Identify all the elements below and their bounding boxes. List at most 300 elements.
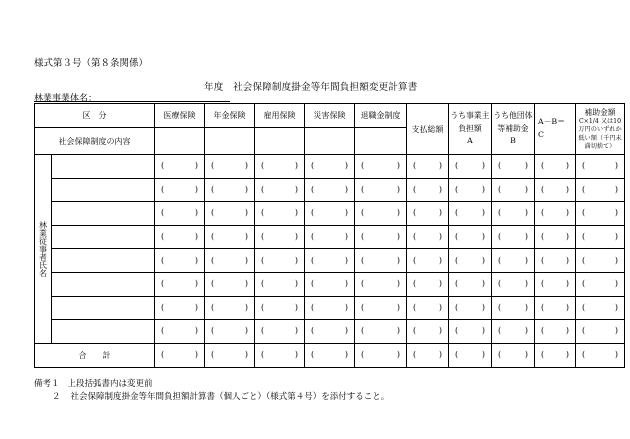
- paren-open: (: [498, 161, 502, 171]
- content-cell: [255, 128, 305, 155]
- paren-open: (: [455, 326, 459, 336]
- paren-close: ): [396, 255, 400, 265]
- amount-cell: [407, 202, 449, 226]
- amount-cell: [205, 202, 255, 226]
- paren-open: (: [261, 279, 265, 289]
- amount-cell: [576, 178, 625, 202]
- paren-close: ): [194, 326, 198, 336]
- paren-open: (: [311, 161, 315, 171]
- paren-close: ): [194, 161, 198, 171]
- paren-close: ): [614, 326, 618, 336]
- paren-close: ): [294, 184, 298, 194]
- worker-row: [35, 272, 625, 296]
- paren-close: ): [396, 326, 400, 336]
- paren-open: (: [455, 184, 459, 194]
- paren-open: (: [413, 208, 417, 218]
- paren-close: ): [344, 326, 348, 336]
- paren-open: (: [582, 326, 586, 336]
- amount-cell: [355, 155, 407, 179]
- amount-cell: [205, 343, 255, 367]
- worker-row: [35, 296, 625, 320]
- note-2-text: 社会保障制度掛金等年間負担額計算書（個人ごと）（様式第４号）を添付すること。: [70, 392, 390, 402]
- paren-close: ): [565, 208, 569, 218]
- amount-cell: [255, 272, 305, 296]
- amount-cell: [305, 202, 355, 226]
- paren-close: ): [194, 232, 198, 242]
- paren-open: (: [211, 350, 215, 360]
- paren-close: ): [481, 161, 485, 171]
- paren-open: (: [311, 326, 315, 336]
- paren-close: ): [438, 350, 442, 360]
- amount-cell: [205, 249, 255, 273]
- paren-open: (: [413, 184, 417, 194]
- paren-close: ): [481, 208, 485, 218]
- amount-cell: [155, 178, 205, 202]
- paren-open: (: [311, 208, 315, 218]
- header-subsidy: [576, 104, 625, 155]
- header-total-paid: 支払総額: [407, 104, 449, 155]
- paren-open: (: [211, 255, 215, 265]
- paren-close: ): [396, 350, 400, 360]
- amount-cell: [407, 343, 449, 367]
- paren-open: (: [261, 255, 265, 265]
- paren-close: ): [194, 208, 198, 218]
- worker-row: [35, 249, 625, 273]
- paren-open: (: [582, 255, 586, 265]
- amount-cell: [449, 178, 492, 202]
- amount-cell: [305, 320, 355, 344]
- amount-cell: [535, 225, 576, 249]
- amount-cell: [535, 155, 576, 179]
- worker-row: [35, 320, 625, 344]
- paren-close: ): [481, 350, 485, 360]
- paren-close: ): [438, 232, 442, 242]
- paren-open: (: [455, 302, 459, 312]
- other-aid-line-2: 等補助金: [497, 123, 529, 133]
- paren-close: ): [481, 279, 485, 289]
- paren-open: (: [455, 161, 459, 171]
- paren-open: (: [498, 208, 502, 218]
- worker-row: [35, 155, 625, 179]
- content-cell: [155, 128, 205, 155]
- amount-cell: [155, 155, 205, 179]
- amount-cell: [576, 272, 625, 296]
- paren-open: (: [161, 208, 165, 218]
- paren-open: (: [498, 279, 502, 289]
- paren-open: (: [498, 302, 502, 312]
- header-kubun: 区 分: [35, 104, 155, 128]
- paren-close: ): [344, 161, 348, 171]
- amount-cell: [305, 343, 355, 367]
- amount-cell: [355, 296, 407, 320]
- paren-close: ): [344, 208, 348, 218]
- paren-open: (: [361, 208, 365, 218]
- amount-cell: [576, 296, 625, 320]
- paren-open: (: [261, 302, 265, 312]
- paren-close: ): [565, 184, 569, 194]
- amount-cell: [407, 296, 449, 320]
- paren-open: (: [413, 350, 417, 360]
- paren-open: (: [361, 302, 365, 312]
- amount-cell: [407, 249, 449, 273]
- subsidy-note-4: 満切捨て）: [584, 142, 616, 150]
- amount-cell: [355, 202, 407, 226]
- paren-open: (: [161, 326, 165, 336]
- form-number: 様式第３号（第８条関係）: [34, 58, 149, 69]
- owner-share-line-2: 負担額: [458, 123, 482, 133]
- paren-close: ): [481, 184, 485, 194]
- paren-open: (: [311, 184, 315, 194]
- paren-open: (: [161, 255, 165, 265]
- paren-close: ): [396, 161, 400, 171]
- paren-close: ): [438, 279, 442, 289]
- amount-cell: [492, 320, 535, 344]
- worker-name-cell: [52, 225, 155, 249]
- paren-open: (: [161, 279, 165, 289]
- paren-close: ): [244, 161, 248, 171]
- paren-open: (: [455, 279, 459, 289]
- paren-open: (: [311, 255, 315, 265]
- worker-name-cell: [52, 178, 155, 202]
- paren-close: ): [244, 350, 248, 360]
- paren-open: (: [361, 350, 365, 360]
- amount-cell: [255, 343, 305, 367]
- paren-close: ): [565, 279, 569, 289]
- paren-close: ): [344, 279, 348, 289]
- amount-cell: [355, 343, 407, 367]
- paren-close: ): [565, 350, 569, 360]
- amount-cell: [535, 296, 576, 320]
- header-pension: 年金保険: [205, 104, 255, 128]
- paren-open: (: [455, 208, 459, 218]
- paren-close: ): [481, 232, 485, 242]
- amount-cell: [205, 272, 255, 296]
- amount-cell: [155, 225, 205, 249]
- paren-close: ): [524, 302, 528, 312]
- document-title: 年度 社会保障制度掛金等年間負担額変更計算書: [204, 82, 418, 93]
- business-name-label: 林業事業体名：: [34, 94, 98, 104]
- amount-cell: [255, 225, 305, 249]
- amount-cell: [492, 296, 535, 320]
- amount-cell: [492, 225, 535, 249]
- a-minus-b-line-1: A－B＝: [538, 117, 565, 127]
- worker-name-cell: [52, 202, 155, 226]
- paren-close: ): [294, 302, 298, 312]
- subsidy-note-3: 低い額（千円未: [578, 134, 622, 142]
- paren-close: ): [396, 279, 400, 289]
- paren-close: ): [344, 232, 348, 242]
- amount-cell: [205, 178, 255, 202]
- paren-close: ): [438, 208, 442, 218]
- amount-cell: [407, 178, 449, 202]
- header-a-minus-b: [535, 104, 576, 155]
- paren-open: (: [541, 255, 545, 265]
- paren-close: ): [614, 350, 618, 360]
- amount-cell: [355, 249, 407, 273]
- worker-name-cell: [52, 320, 155, 344]
- paren-open: (: [161, 302, 165, 312]
- paren-close: ): [294, 232, 298, 242]
- amount-cell: [492, 249, 535, 273]
- paren-open: (: [582, 184, 586, 194]
- paren-open: (: [413, 255, 417, 265]
- amount-cell: [155, 296, 205, 320]
- amount-cell: [407, 225, 449, 249]
- header-other-aid: [492, 104, 535, 155]
- amount-cell: [305, 296, 355, 320]
- paren-open: (: [211, 279, 215, 289]
- amount-cell: [255, 178, 305, 202]
- paren-close: ): [524, 184, 528, 194]
- header-employment: 雇用保険: [255, 104, 305, 128]
- amount-cell: [576, 343, 625, 367]
- paren-open: (: [161, 350, 165, 360]
- paren-close: ): [194, 184, 198, 194]
- amount-cell: [576, 202, 625, 226]
- paren-open: (: [211, 208, 215, 218]
- paren-close: ): [194, 350, 198, 360]
- amount-cell: [535, 320, 576, 344]
- amount-cell: [407, 272, 449, 296]
- amount-cell: [535, 249, 576, 273]
- paren-open: (: [311, 302, 315, 312]
- paren-close: ): [244, 279, 248, 289]
- paren-close: ): [524, 208, 528, 218]
- amount-cell: [205, 155, 255, 179]
- paren-open: (: [211, 184, 215, 194]
- paren-close: ): [438, 184, 442, 194]
- amount-cell: [305, 225, 355, 249]
- calculation-table: [34, 103, 625, 368]
- paren-open: (: [261, 161, 265, 171]
- paren-open: (: [361, 184, 365, 194]
- worker-label-cell: [35, 155, 52, 344]
- paren-close: ): [396, 208, 400, 218]
- amount-cell: [449, 296, 492, 320]
- paren-open: (: [261, 208, 265, 218]
- note-1: [34, 377, 153, 389]
- note-2-number: ２: [52, 392, 61, 402]
- paren-open: (: [498, 350, 502, 360]
- paren-close: ): [614, 279, 618, 289]
- paren-close: ): [294, 279, 298, 289]
- owner-share-line-3: A: [467, 136, 473, 146]
- subsidy-title: 補助金額: [584, 107, 616, 117]
- worker-name-cell: [52, 155, 155, 179]
- paren-open: (: [413, 279, 417, 289]
- amount-cell: [355, 272, 407, 296]
- amount-cell: [492, 272, 535, 296]
- paren-close: ): [244, 232, 248, 242]
- owner-share-line-1: うち事業主: [450, 110, 490, 120]
- paren-open: (: [311, 279, 315, 289]
- paren-close: ): [344, 350, 348, 360]
- paren-close: ): [438, 326, 442, 336]
- subsidy-note-1: C×1/4 又は10: [578, 117, 622, 125]
- note-2: [52, 390, 389, 402]
- other-aid-line-1: うち他団体: [493, 110, 533, 120]
- paren-close: ): [194, 255, 198, 265]
- paren-close: ): [294, 326, 298, 336]
- note-1-label: 備考１: [34, 379, 60, 389]
- paren-close: ): [294, 350, 298, 360]
- paren-close: ): [244, 326, 248, 336]
- paren-open: (: [541, 350, 545, 360]
- amount-cell: [305, 249, 355, 273]
- amount-cell: [407, 320, 449, 344]
- paren-open: (: [211, 302, 215, 312]
- amount-cell: [255, 320, 305, 344]
- paren-close: ): [481, 255, 485, 265]
- paren-open: (: [311, 232, 315, 242]
- paren-close: ): [524, 161, 528, 171]
- paren-close: ): [294, 161, 298, 171]
- paren-close: ): [344, 184, 348, 194]
- paren-close: ): [524, 232, 528, 242]
- worker-name-cell: [52, 296, 155, 320]
- paren-close: ): [396, 184, 400, 194]
- paren-open: (: [261, 184, 265, 194]
- paren-open: (: [541, 279, 545, 289]
- paren-close: ): [194, 279, 198, 289]
- subsidy-note-2: 万円のいずれか: [578, 126, 622, 134]
- amount-cell: [155, 343, 205, 367]
- amount-cell: [576, 155, 625, 179]
- worker-row: [35, 202, 625, 226]
- paren-open: (: [261, 326, 265, 336]
- amount-cell: [355, 178, 407, 202]
- paren-open: (: [161, 232, 165, 242]
- paren-close: ): [294, 255, 298, 265]
- amount-cell: [205, 296, 255, 320]
- paren-open: (: [541, 232, 545, 242]
- paren-close: ): [244, 255, 248, 265]
- paren-open: (: [361, 161, 365, 171]
- paren-open: (: [541, 302, 545, 312]
- paren-close: ): [344, 255, 348, 265]
- paren-close: ): [614, 184, 618, 194]
- total-row: [35, 343, 625, 367]
- paren-close: ): [565, 326, 569, 336]
- paren-close: ): [524, 350, 528, 360]
- paren-close: ): [565, 255, 569, 265]
- paren-open: (: [541, 208, 545, 218]
- total-label: 合 計: [35, 343, 155, 367]
- business-name-underline: [34, 101, 230, 102]
- paren-close: ): [524, 279, 528, 289]
- amount-cell: [255, 296, 305, 320]
- amount-cell: [449, 320, 492, 344]
- amount-cell: [205, 225, 255, 249]
- paren-close: ): [481, 302, 485, 312]
- paren-close: ): [614, 208, 618, 218]
- amount-cell: [255, 202, 305, 226]
- worker-name-cell: [52, 272, 155, 296]
- paren-open: (: [498, 255, 502, 265]
- header-medical: 医療保険: [155, 104, 205, 128]
- amount-cell: [449, 202, 492, 226]
- worker-label: 林業従事者氏名: [38, 220, 48, 277]
- worker-row: [35, 225, 625, 249]
- amount-cell: [576, 249, 625, 273]
- paren-close: ): [396, 302, 400, 312]
- amount-cell: [492, 155, 535, 179]
- amount-cell: [449, 343, 492, 367]
- paren-open: (: [361, 255, 365, 265]
- paren-open: (: [261, 350, 265, 360]
- paren-open: (: [582, 232, 586, 242]
- paren-close: ): [244, 208, 248, 218]
- amount-cell: [535, 178, 576, 202]
- paren-open: (: [361, 279, 365, 289]
- header-accident: 災害保険: [305, 104, 355, 128]
- paren-close: ): [614, 302, 618, 312]
- paren-close: ): [614, 255, 618, 265]
- a-minus-b-line-2: C: [538, 130, 544, 139]
- paren-open: (: [582, 208, 586, 218]
- paren-open: (: [361, 232, 365, 242]
- paren-open: (: [582, 302, 586, 312]
- paren-open: (: [413, 161, 417, 171]
- paren-open: (: [211, 232, 215, 242]
- amount-cell: [155, 249, 205, 273]
- amount-cell: [492, 178, 535, 202]
- paren-close: ): [438, 161, 442, 171]
- paren-open: (: [541, 326, 545, 336]
- paren-open: (: [582, 279, 586, 289]
- amount-cell: [305, 272, 355, 296]
- amount-cell: [492, 202, 535, 226]
- amount-cell: [449, 155, 492, 179]
- paren-open: (: [361, 326, 365, 336]
- paren-close: ): [565, 161, 569, 171]
- paren-open: (: [455, 350, 459, 360]
- paren-open: (: [582, 161, 586, 171]
- paren-close: ): [438, 302, 442, 312]
- amount-cell: [255, 249, 305, 273]
- amount-cell: [407, 155, 449, 179]
- paren-open: (: [161, 161, 165, 171]
- paren-open: (: [498, 326, 502, 336]
- header-content: 社会保障制度の内容: [35, 128, 155, 155]
- amount-cell: [155, 202, 205, 226]
- paren-close: ): [438, 255, 442, 265]
- amount-cell: [355, 225, 407, 249]
- paren-open: (: [211, 161, 215, 171]
- amount-cell: [535, 272, 576, 296]
- amount-cell: [449, 272, 492, 296]
- paren-close: ): [396, 232, 400, 242]
- header-owner-share: [449, 104, 492, 155]
- paren-open: (: [541, 184, 545, 194]
- paren-open: (: [455, 255, 459, 265]
- paren-close: ): [565, 232, 569, 242]
- amount-cell: [449, 225, 492, 249]
- paren-open: (: [541, 161, 545, 171]
- paren-close: ): [524, 255, 528, 265]
- worker-row: [35, 178, 625, 202]
- amount-cell: [155, 320, 205, 344]
- paren-open: (: [311, 350, 315, 360]
- amount-cell: [576, 225, 625, 249]
- paren-close: ): [244, 184, 248, 194]
- paren-close: ): [344, 302, 348, 312]
- paren-close: ): [294, 208, 298, 218]
- amount-cell: [255, 155, 305, 179]
- amount-cell: [449, 249, 492, 273]
- amount-cell: [155, 272, 205, 296]
- amount-cell: [535, 343, 576, 367]
